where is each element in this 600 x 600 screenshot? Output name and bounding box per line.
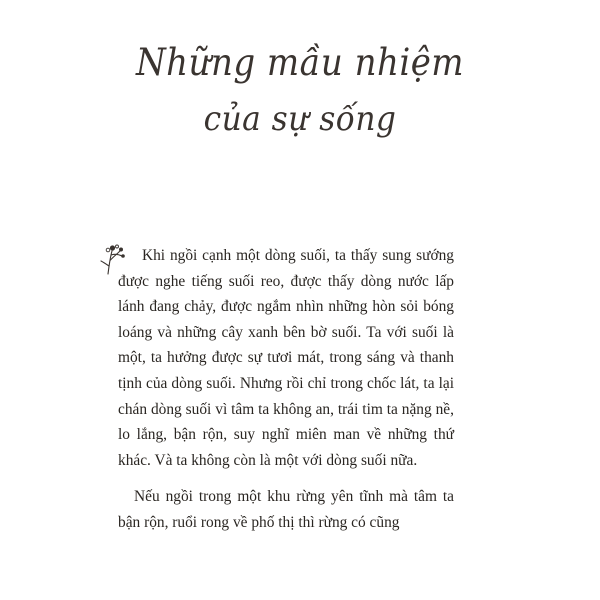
chapter-title-line-1: Những mầu nhiệm	[135, 41, 465, 84]
paragraph-1: Khi ngồi cạnh một dòng suối, ta thấy sung sướng được nghe tiếng suối reo, được thấy dòng nước lấp lánh đang chảy, được ngắm nhìn những hòn sỏi bóng loáng và những cây xanh bên bờ suối. Ta với suối là một, ta hưởng được sự tươi mát, trong sáng và thanh tịnh của dòng suối. Nhưng rồi chỉ trong chốc lát, ta lại chán dòng suối vì tâm ta không an, trái tim ta nặng nề, lo lắng, bận rộn, suy nghĩ miên man về những thứ khác. Và ta không còn là một với dòng suối nữa.	[118, 247, 454, 469]
paragraph-2: Nếu ngồi trong một khu rừng yên tĩnh mà tâm ta bận rộn, ruổi rong về phố thị thì rừng có cũng	[118, 488, 454, 531]
chapter-title-line-2: của sự sống	[203, 99, 397, 139]
chapter-body	[118, 243, 454, 536]
